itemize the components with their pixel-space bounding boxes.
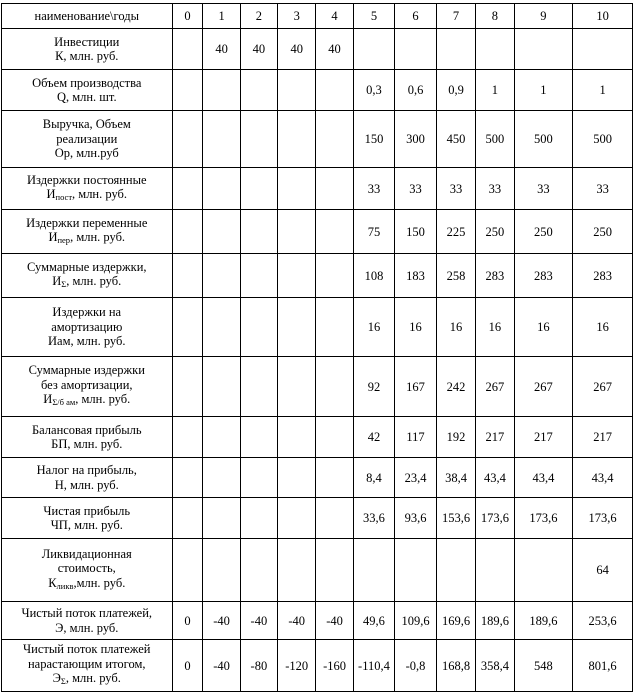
value-cell: 0 — [172, 640, 203, 692]
value-cell: 253,6 — [573, 602, 633, 640]
value-cell: 450 — [436, 111, 475, 168]
row-label-line: нарастающим итогом, — [27, 656, 146, 671]
value-cell: 108 — [353, 254, 395, 298]
row-label — [2, 210, 173, 254]
value-cell — [278, 298, 316, 357]
row-label-line: Выручка, Объем — [42, 117, 131, 132]
row-label-line: БП, млн. руб. — [51, 437, 123, 451]
row-label — [2, 458, 173, 498]
value-cell — [172, 298, 203, 357]
value-cell — [203, 357, 240, 417]
value-cell — [203, 70, 240, 111]
value-cell — [316, 168, 353, 210]
row-label-line: Чистая прибыль — [43, 503, 131, 518]
value-cell: 150 — [353, 111, 395, 168]
value-cell: 267 — [514, 357, 573, 417]
value-cell — [476, 539, 514, 602]
value-cell — [172, 210, 203, 254]
row-label-line — [4, 274, 170, 292]
value-cell: 16 — [514, 298, 573, 357]
value-cell — [240, 458, 277, 498]
value-cell — [240, 254, 277, 298]
symbol: И — [43, 392, 53, 407]
unit: , млн. руб. — [75, 392, 131, 407]
value-cell: 0 — [172, 602, 203, 640]
value-cell: 169,6 — [436, 602, 475, 640]
value-cell: 16 — [573, 298, 633, 357]
value-cell: 153,6 — [436, 498, 475, 539]
subscript: пер — [57, 235, 71, 245]
value-cell — [172, 539, 203, 602]
value-cell — [172, 168, 203, 210]
value-cell: 16 — [395, 298, 437, 357]
value-cell — [278, 254, 316, 298]
value-cell: 40 — [316, 29, 353, 70]
value-cell — [573, 29, 633, 70]
value-cell — [316, 458, 353, 498]
value-cell: -40 — [203, 640, 240, 692]
value-cell: 43,4 — [514, 458, 573, 498]
value-cell — [353, 29, 395, 70]
value-cell — [203, 254, 240, 298]
value-cell: 40 — [278, 29, 316, 70]
row-label-line: Чистый поток платежей, — [21, 606, 153, 620]
row-label — [2, 357, 173, 417]
value-cell — [278, 70, 316, 111]
value-cell — [316, 298, 353, 357]
subscript: Σ — [60, 676, 66, 687]
value-cell — [514, 539, 573, 602]
value-cell — [203, 458, 240, 498]
row-label-line: Иам, млн. руб. — [48, 334, 126, 349]
value-cell: 217 — [573, 417, 633, 458]
value-cell: -120 — [278, 640, 316, 692]
value-cell — [278, 357, 316, 417]
value-cell — [203, 539, 240, 602]
value-cell: 167 — [395, 357, 437, 417]
value-cell: 33,6 — [353, 498, 395, 539]
value-cell — [278, 539, 316, 602]
value-cell — [316, 539, 353, 602]
value-cell — [436, 29, 475, 70]
value-cell — [240, 111, 277, 168]
row-label-line — [4, 187, 170, 205]
value-cell: 225 — [436, 210, 475, 254]
value-cell — [514, 29, 573, 70]
value-cell: 117 — [395, 417, 437, 458]
symbol: Э — [52, 671, 61, 686]
value-cell — [203, 111, 240, 168]
value-cell — [203, 168, 240, 210]
value-cell: -160 — [316, 640, 353, 692]
value-cell: 217 — [476, 417, 514, 458]
value-cell — [240, 357, 277, 417]
row-label — [2, 417, 173, 458]
value-cell — [240, 168, 277, 210]
value-cell — [278, 458, 316, 498]
value-cell — [172, 357, 203, 417]
row-label — [2, 111, 173, 168]
row-label-line: реализации — [56, 131, 118, 146]
value-cell: 33 — [436, 168, 475, 210]
row-label-line: Объем производства — [32, 75, 142, 90]
value-cell — [278, 168, 316, 210]
value-cell — [395, 29, 437, 70]
unit: ,млн. руб. — [73, 575, 126, 590]
value-cell — [240, 298, 277, 357]
value-cell: 42 — [353, 417, 395, 458]
table-row-depreciation — [2, 298, 633, 357]
value-cell — [316, 417, 353, 458]
value-cell: 150 — [395, 210, 437, 254]
row-label-line: Ор, млн.руб — [54, 146, 119, 161]
row-label-line: Издержки на — [52, 305, 122, 320]
value-cell — [436, 539, 475, 602]
row-label-line: Q, млн. шт. — [56, 90, 117, 104]
row-label-line: Ликвидационная — [41, 546, 132, 561]
row-label — [2, 498, 173, 539]
value-cell: 43,4 — [573, 458, 633, 498]
value-cell: 33 — [395, 168, 437, 210]
symbol: И — [48, 230, 58, 244]
value-cell: 33 — [514, 168, 573, 210]
value-cell: -40 — [203, 602, 240, 640]
table-row-profit-tax — [2, 458, 633, 498]
year-header: 7 — [436, 4, 475, 29]
value-cell: 1 — [573, 70, 633, 111]
value-cell — [172, 498, 203, 539]
value-cell: 358,4 — [476, 640, 514, 692]
value-cell — [278, 417, 316, 458]
value-cell — [316, 254, 353, 298]
subscript: пост — [55, 192, 73, 202]
row-label-line: Н, млн. руб. — [54, 477, 119, 492]
value-cell: 75 — [353, 210, 395, 254]
year-header: 5 — [353, 4, 395, 29]
value-cell — [240, 70, 277, 111]
value-cell: 283 — [476, 254, 514, 298]
value-cell — [240, 498, 277, 539]
table-row-fixed-costs — [2, 168, 633, 210]
year-header: 2 — [240, 4, 277, 29]
value-cell — [172, 70, 203, 111]
value-cell: 23,4 — [395, 458, 437, 498]
table-row-investments — [2, 29, 633, 70]
value-cell — [172, 111, 203, 168]
value-cell: 173,6 — [514, 498, 573, 539]
value-cell: 801,6 — [573, 640, 633, 692]
value-cell: 267 — [573, 357, 633, 417]
value-cell: 500 — [573, 111, 633, 168]
row-label-line: Чистый поток платежей — [23, 642, 151, 657]
value-cell: 283 — [573, 254, 633, 298]
row-label-line: Э, млн. руб. — [55, 620, 119, 635]
year-header: 9 — [514, 4, 573, 29]
row-label — [2, 168, 173, 210]
value-cell — [316, 111, 353, 168]
value-cell: 173,6 — [476, 498, 514, 539]
value-cell: 49,6 — [353, 602, 395, 640]
value-cell: 500 — [514, 111, 573, 168]
value-cell: 189,6 — [514, 602, 573, 640]
row-label — [2, 70, 173, 111]
symbol: И — [52, 274, 62, 288]
value-cell — [203, 498, 240, 539]
value-cell: 40 — [240, 29, 277, 70]
year-header: 8 — [476, 4, 514, 29]
value-cell — [203, 298, 240, 357]
value-cell: 258 — [436, 254, 475, 298]
value-cell: 1 — [476, 70, 514, 111]
value-cell: 173,6 — [573, 498, 633, 539]
value-cell: 250 — [573, 210, 633, 254]
table-row-revenue — [2, 111, 633, 168]
unit: , млн. руб. — [66, 274, 122, 288]
row-label-line: Суммарные издержки — [28, 363, 145, 378]
value-cell: 267 — [476, 357, 514, 417]
row-label — [2, 29, 173, 70]
value-cell: 93,6 — [395, 498, 437, 539]
value-cell — [172, 29, 203, 70]
value-cell: 43,4 — [476, 458, 514, 498]
value-cell: 33 — [476, 168, 514, 210]
value-cell: 40 — [203, 29, 240, 70]
value-cell — [203, 417, 240, 458]
value-cell: 242 — [436, 357, 475, 417]
header-row — [2, 4, 633, 29]
row-label-line: Налог на прибыль, — [36, 463, 137, 477]
value-cell: 0,3 — [353, 70, 395, 111]
row-label — [2, 254, 173, 298]
header-label: наименование\годы — [2, 4, 173, 29]
subscript: Σ — [61, 279, 67, 289]
value-cell — [353, 539, 395, 602]
value-cell: -40 — [240, 602, 277, 640]
value-cell — [316, 210, 353, 254]
value-cell — [203, 210, 240, 254]
cash-flow-table — [1, 3, 633, 692]
value-cell: 33 — [573, 168, 633, 210]
value-cell: 168,8 — [436, 640, 475, 692]
value-cell: 109,6 — [395, 602, 437, 640]
year-header: 4 — [316, 4, 353, 29]
row-label-line: Издержки переменные — [26, 215, 148, 230]
row-label-line: Инвестиции — [54, 34, 120, 49]
value-cell: -80 — [240, 640, 277, 692]
row-label-line: Балансовая прибыль — [31, 422, 142, 437]
table-row-costs-without-depreciation — [2, 357, 633, 417]
symbol: К — [48, 575, 57, 590]
row-label-line: стоимость, — [57, 561, 116, 576]
value-cell: 1 — [514, 70, 573, 111]
row-label-line — [4, 392, 170, 410]
unit: , млн. руб. — [70, 230, 126, 244]
row-label-line — [4, 671, 170, 689]
table-row-balance-profit — [2, 417, 633, 458]
table-row-production-volume — [2, 70, 633, 111]
value-cell: 0,6 — [395, 70, 437, 111]
row-label-line — [4, 230, 170, 248]
value-cell: 0,9 — [436, 70, 475, 111]
value-cell — [278, 498, 316, 539]
table-row-net-cash-flow — [2, 602, 633, 640]
value-cell — [395, 539, 437, 602]
value-cell: -40 — [278, 602, 316, 640]
value-cell: -110,4 — [353, 640, 395, 692]
value-cell: 16 — [353, 298, 395, 357]
value-cell — [240, 210, 277, 254]
row-label — [2, 298, 173, 357]
year-header: 0 — [172, 4, 203, 29]
value-cell — [316, 357, 353, 417]
year-header: 6 — [395, 4, 437, 29]
value-cell: 500 — [476, 111, 514, 168]
value-cell: 300 — [395, 111, 437, 168]
row-label-line: Суммарные издержки, — [27, 259, 147, 274]
value-cell — [172, 417, 203, 458]
subscript: Σ/б ам — [52, 397, 76, 408]
value-cell — [240, 539, 277, 602]
year-header: 1 — [203, 4, 240, 29]
value-cell — [172, 458, 203, 498]
value-cell: 192 — [436, 417, 475, 458]
table-row-cumulative-cash-flow — [2, 640, 633, 692]
value-cell: 250 — [476, 210, 514, 254]
symbol: И — [46, 187, 56, 201]
value-cell — [278, 111, 316, 168]
value-cell: 250 — [514, 210, 573, 254]
value-cell: 33 — [353, 168, 395, 210]
value-cell — [172, 254, 203, 298]
table-row-total-costs — [2, 254, 633, 298]
row-label-line: амортизацию — [51, 319, 123, 334]
value-cell: -40 — [316, 602, 353, 640]
value-cell: 92 — [353, 357, 395, 417]
value-cell: 8,4 — [353, 458, 395, 498]
year-header: 3 — [278, 4, 316, 29]
row-label — [2, 602, 173, 640]
row-label-line: Издержки постоянные — [26, 172, 147, 187]
row-label-line — [4, 576, 170, 594]
value-cell — [240, 417, 277, 458]
value-cell: -0,8 — [395, 640, 437, 692]
table-row-net-profit — [2, 498, 633, 539]
value-cell — [316, 498, 353, 539]
value-cell: 16 — [436, 298, 475, 357]
value-cell: 183 — [395, 254, 437, 298]
value-cell: 189,6 — [476, 602, 514, 640]
value-cell: 16 — [476, 298, 514, 357]
value-cell: 548 — [514, 640, 573, 692]
unit: , млн. руб. — [65, 671, 121, 686]
table-row-variable-costs — [2, 210, 633, 254]
table-row-liquidation-value — [2, 539, 633, 602]
value-cell — [476, 29, 514, 70]
row-label-line: без амортизации, — [40, 377, 133, 392]
value-cell: 217 — [514, 417, 573, 458]
row-label-line: К, млн. руб. — [55, 49, 119, 63]
row-label-line: ЧП, млн. руб. — [50, 518, 123, 532]
value-cell: 283 — [514, 254, 573, 298]
value-cell: 38,4 — [436, 458, 475, 498]
year-header: 10 — [573, 4, 633, 29]
row-label — [2, 640, 173, 692]
unit: , млн. руб. — [72, 187, 128, 201]
subscript: ликв — [56, 580, 74, 591]
value-cell — [316, 70, 353, 111]
row-label — [2, 539, 173, 602]
value-cell — [278, 210, 316, 254]
value-cell: 64 — [573, 539, 633, 602]
